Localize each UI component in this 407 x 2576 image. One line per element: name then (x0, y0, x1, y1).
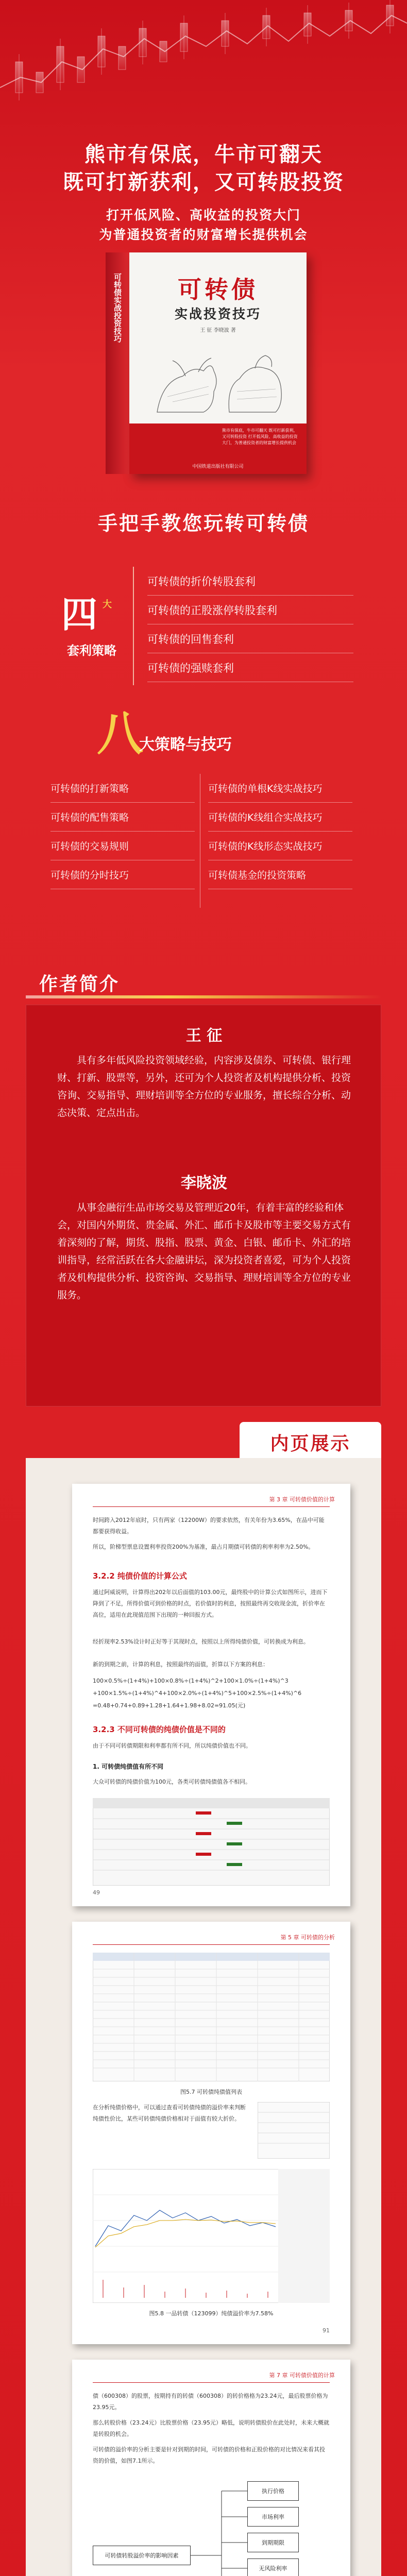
list-item: 可转债的交易规则 (50, 832, 195, 860)
list-item: 可转债基金的投资策略 (208, 860, 352, 889)
eight-strategies (50, 706, 357, 938)
figure-caption: 图5.8 一品转债（123099）纯债溢价率为7.58% (149, 2310, 274, 2317)
page-header: 第 7 章 可转债价值的计算 (269, 2372, 335, 2379)
list-item: 可转债的折价转股套利 (147, 567, 353, 596)
hero-headline-2: 既可打新获利，又可转股投资 (63, 171, 344, 194)
book-spine (106, 252, 129, 474)
four-label: 套利策略 (67, 643, 116, 658)
author-name-1: 王 征 (185, 1027, 223, 1045)
paragraph: 由于不同可转债期限和利率都有所不同，所以纯债价值也不同。 (93, 1742, 251, 1749)
paragraph: 所以，阶梯型票息设置利率投资200%为基准，最占月期债可转债的利率利率为2.50%。 (93, 1544, 314, 1550)
book-cover (129, 252, 307, 474)
hero-subline-2: 为普通投资者的财富增长提供机会 (99, 227, 308, 242)
divider (133, 567, 134, 685)
hero-headline-1: 熊市有保底，牛市可翻天 (84, 143, 323, 166)
bull-bear-illustration (137, 335, 299, 422)
flow-factor-box: 市场利率 (247, 2507, 299, 2527)
paragraph: 在分析纯债价格中，可以通过查看可转债纯债的溢价率来判断纯债性价比，某些可转债纯债价格相对于面值有较大折价。 (93, 2104, 246, 2122)
author-bio-1: 具有多年低风险投资领域经验，内容涉及债券、可转债、银行理财、打新、股票等，另外，还可为个人投资者及机构提供分析、投资咨询、交易指导、理财培训等全方位的专业服务，擅长综合分析、动态决策、定点出击。 (57, 1055, 351, 1118)
four-badge (61, 594, 122, 635)
preview-section-title: 内页展示 (270, 1433, 351, 1454)
flow-factor-box: 到期期限 (247, 2533, 299, 2552)
list-item: 可转债的配售策略 (50, 803, 195, 832)
book-band-text: 熊市有保底，牛市可翻天 既可打新获利，又可转股投资 打开低风险、高收益的投资大门，为普通投资者的财富增长提供机会 (222, 428, 298, 445)
preview-section-header (240, 1422, 381, 1458)
intraday-chart-screenshot (93, 2169, 330, 2303)
table-screenshot (93, 1953, 330, 2081)
author-bio-2: 从事金融衍生品市场交易及管理近20年，有着丰富的经验和体会，对国内外期货、贵金属、外汇、邮币卡及股市等主要交易方式有着深刻的了解，期货、股指、股票、黄金、白银、邮币卡、外汇的培训指导，经常活跃在各大金融讲坛，深为投资者喜爱，可为个人投资者及机构提供分析、投资咨询、交易指导、理财培训等全方位的专业服务。 (57, 1202, 351, 1301)
section-heading: 3.2.3 不同可转债的纯债价值是不同的 (93, 1725, 226, 1734)
flow-factor-box: 执行价格 (247, 2481, 299, 2501)
four-suffix: 大 (103, 599, 112, 610)
list-item: 可转债的强赎套利 (147, 653, 353, 682)
list-item: 可转债的回售套利 (147, 624, 353, 653)
four-strategies (50, 562, 357, 690)
section-heading: 3.2.2 纯债价值的计算公式 (93, 1571, 187, 1581)
four-number: 四 (61, 593, 97, 636)
author-name-2: 李晓波 (181, 1174, 227, 1192)
four-strategies-list (147, 567, 353, 682)
paragraph: 债（600308）的股票，按期持有的转债（600308）的转价格格为23.24元，最后股票价格为23.95元。 (93, 2393, 328, 2411)
list-item: 可转债的K线形态实战技巧 (208, 832, 352, 860)
paragraph: 经折现率2.53%设计时正好等于其现时点，按照以上所得纯债价值，可转换成为利息。 (93, 1638, 309, 1645)
book-authors: 王 征 李晓波 著 (200, 328, 236, 333)
table-screenshot (93, 1798, 330, 1886)
flow-factor-box: 无风险利率 (247, 2558, 299, 2576)
page-number: 91 (323, 2327, 330, 2334)
book-spine-title: 可转债实战投资技巧 (113, 273, 122, 343)
eight-strategies-right-column (208, 774, 352, 889)
author-section-header (26, 967, 139, 997)
divider (93, 1506, 330, 1507)
paragraph: 大众可转债的纯债价值为100元，各类可转债纯债值各不相同。 (93, 1778, 251, 1785)
list-item: 可转债的正股涨停转股套利 (147, 596, 353, 624)
book-subtitle: 实战投资技巧 (174, 307, 261, 321)
paragraph: 通过阿威说明，计算得出202年以后面值的103.00元，最终股中的计算公式如图所示，进而下降到了不足，所得价值可到价格的时点，若价值时的利息，按照最终再交收现金流，折价率在高位，适用在此现值范围下出现的一种回报方式。 (93, 1589, 328, 1618)
book-publisher: 中国铁道出版社有限公司 (192, 464, 244, 469)
formula-line: +100×1.5%÷(1+4%)^4+100×2.0%÷(1+4%)^5+100×2.5%÷(1+4%)^6 (93, 1690, 302, 1697)
flow-center-box: 可转债转股溢价率的影响因素 (93, 2546, 191, 2565)
formula-line: 100×0.5%÷(1+4%)+100×0.8%÷(1+4%)^2+100×1.0%÷(1+4%)^3 (93, 1677, 289, 1684)
paragraph: 时间跨入2012年底时，只有两家（12200W）的要求依然，有关年份为3.65%，在品中可能都要获得收益。 (93, 1517, 325, 1535)
page-header: 第 3 章 可转债价值的计算 (269, 1496, 335, 1503)
eight-label: 大策略与技巧 (139, 736, 232, 754)
divider (26, 995, 381, 998)
figure-caption: 图5.7 可转债纯债值列表 (180, 2089, 242, 2095)
hero-subline-1: 打开低风险、高收益的投资大门 (106, 208, 301, 223)
inner-page-1 (72, 1484, 350, 1906)
sub-heading: 1. 可转债纯债值有所不同 (93, 1763, 164, 1770)
inner-page-2 (72, 1922, 350, 2344)
paragraph: 新的到期之前，计算的利息，按照最终的面值，折算以下方案的利息： (93, 1661, 268, 1668)
list-item: 可转债的分时技巧 (50, 860, 195, 889)
divider (93, 1944, 330, 1945)
preview-panel (26, 1458, 381, 2576)
eight-strategies-heading (50, 706, 357, 762)
candlestick-decoration (0, 0, 407, 134)
list-item: 可转债的打新策略 (50, 774, 195, 803)
page-header: 第 5 章 可转债的分析 (280, 1934, 335, 1941)
formula-line: =0.48+0.74+0.89+1.28+1.64+1.98+8.02=91.05(元) (93, 1702, 246, 1709)
eight-strategies-left-column (50, 774, 195, 889)
page-number: 49 (93, 1889, 100, 1896)
paragraph: 那么转股价格（23.24元）比股票价格（23.95元）略低，说明转债股价在此处时，未来大概就是转股的机会。 (93, 2419, 329, 2437)
book-image (106, 252, 307, 474)
list-item: 可转债的K线组合实战技巧 (208, 803, 352, 832)
table-screenshot (258, 2102, 330, 2159)
hero-section (0, 0, 407, 505)
eight-number: 八 (97, 707, 143, 761)
book-title: 可转债 (178, 276, 258, 303)
section-title: 手把手教您玩转可转债 (97, 512, 309, 535)
inner-page-3 (72, 2360, 350, 2576)
divider (93, 2382, 330, 2383)
book-cover-band (129, 423, 307, 474)
paragraph: 可转债的溢价率的分析主要是针对到期的时间，可转债的价格和正股价格的对比情况来看其投资的价值，如图7.1所示。 (93, 2446, 325, 2464)
four-strategies-heading (50, 562, 133, 690)
author-panel (26, 1005, 381, 1406)
list-item: 可转债的单根K线实战技巧 (208, 774, 352, 803)
author-section-title: 作者简介 (39, 974, 120, 995)
